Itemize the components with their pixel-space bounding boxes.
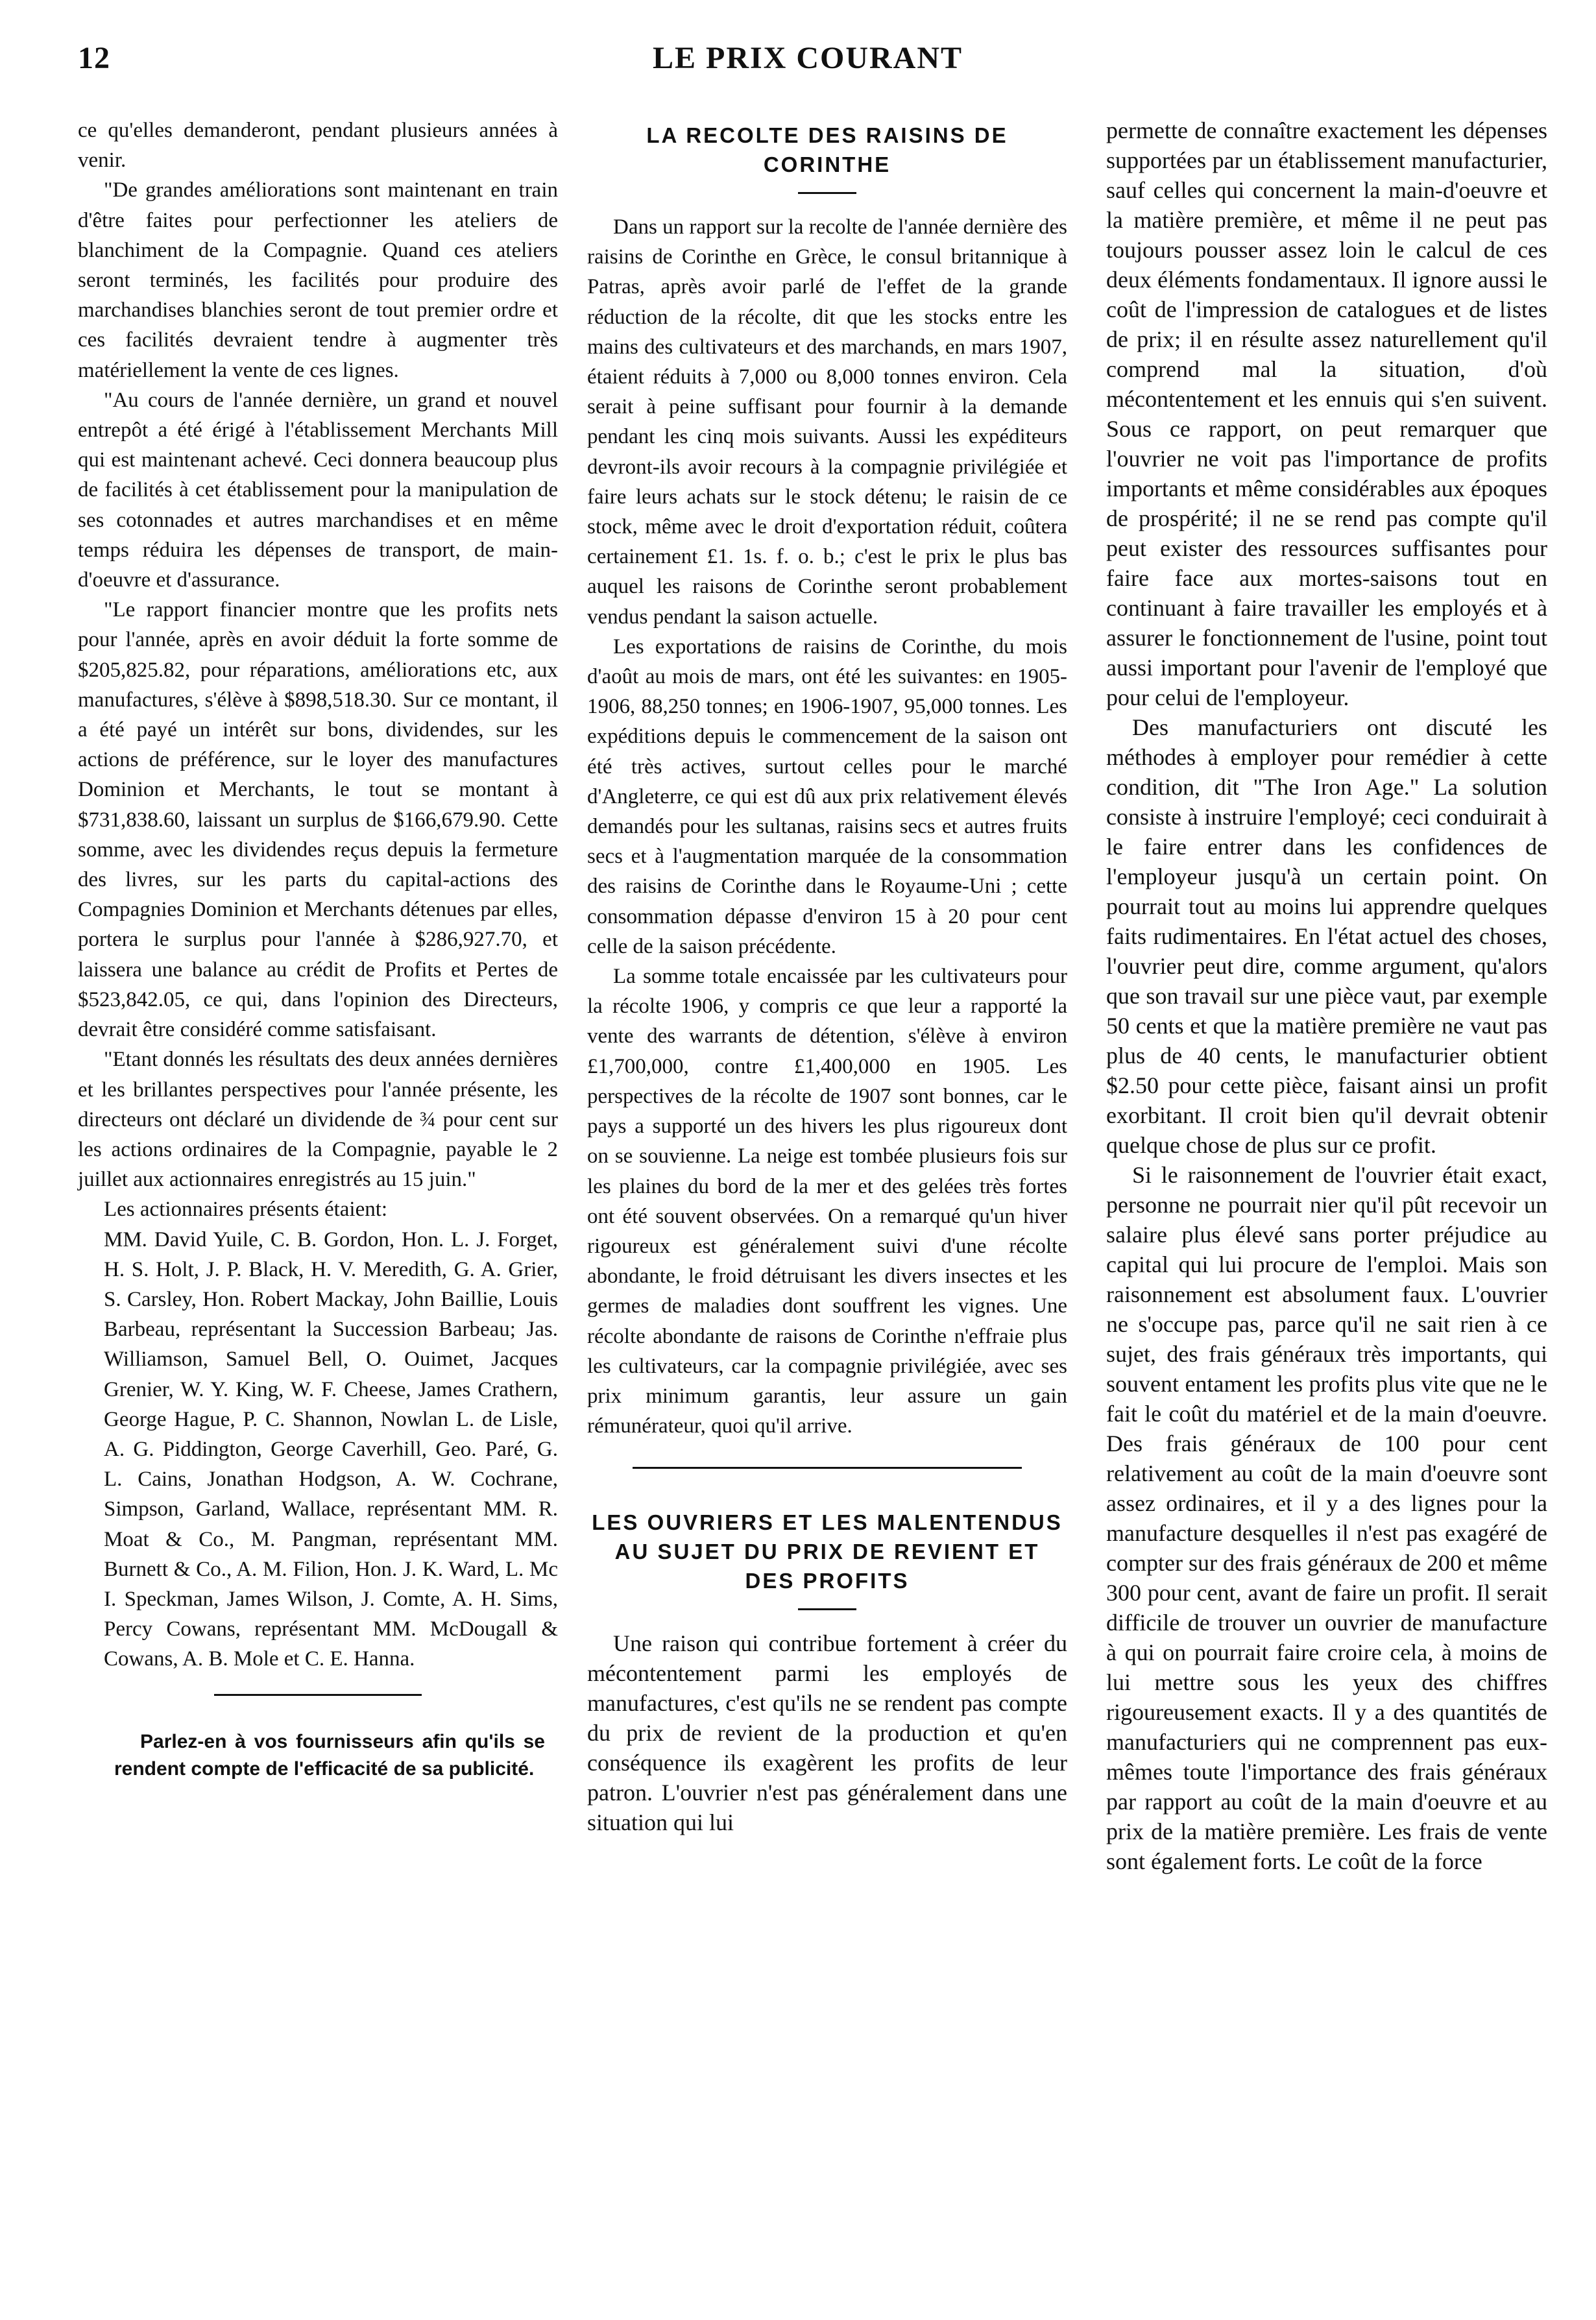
paragraph: permette de connaître exactement les dépenses supportées par un établissement manufacturier, sauf celles qui concernent la main-d'oeuvre et la matière première, et même il ne peut pas toujours pousser assez loin le calcul de ces deux éléments fondamentaux. Il ignore aussi le coût de l'impression de catalogues et de listes de prix; il en résulte assez naturellement qu'il comprend mal la situation, d'où mécontentement et les ennuis qui s'en suivent. Sous ce rapport, on peut remarquer que l'ouvrier ne voit pas l'importance de profits importants et même considérables aux époques de prospérité; il ne se rend pas compte qu'il peut exister des ressources suffisantes pour faire face aux mortes-saisons tout en continuant à faire travailler les employés et à assurer le fonctionnement de l'usine, point tout aussi important pour l'avenir de l'employé que pour celui de l'employeur. xyxy=(1106,117,1547,710)
middle-column xyxy=(587,115,1067,1837)
page-header xyxy=(78,40,1538,86)
heading-rule xyxy=(798,192,856,194)
section-divider xyxy=(214,1694,422,1696)
paragraph: "Etant donnés les résultats des deux années dernières et les brillantes perspectives pour l'année présente, les directeurs ont déclaré un dividende de ¾ pour cent sur les actions ordinaires de la Compagnie, payable le 2 juillet aux actionnaires enregistrés au 15 juin." xyxy=(78,1048,558,1192)
paragraph: Des manufacturiers ont discuté les méthodes à employer pour remédier à cette condition, dit "The Iron Age." La solution consiste à instruire l'employé; ceci conduirait à le faire entrer dans les confidences de l'employeur jusqu'à un certain point. On pourrait tout au moins lui apprendre quelques faits rudimentaires. En l'état actuel des choses, l'ouvrier peut dire, comme argument, qu'alors que son travail sur une pièce vaut, par exemple 50 cents et que la matière première ne vaut pas plus de 40 cents, le manufacturier obtient $2.50 pour cette pièce, faisant ainsi un profit exorbitant. Il croit bien qu'il devrait obtenir quelque chose de plus sur ce profit. xyxy=(1106,714,1547,1158)
heading-rule xyxy=(798,1608,856,1610)
article-heading-corinthe: LA RECOLTE DES RAISINS DE CORINTHE xyxy=(646,123,1008,176)
right-column xyxy=(1106,115,1547,1876)
left-column xyxy=(78,115,558,1783)
paragraph: "De grandes améliorations sont maintenant en train d'être faites pour perfectionner les ateliers de blanchiment de la Compagnie. Quand ces ateliers seront terminés, les facilités pour produire des marchandises blanchies seront de tout premier ordre et ces facilités devraient tendre à augmenter très matériellement la vente de ces lignes. xyxy=(78,178,558,382)
section-divider xyxy=(633,1467,1022,1469)
article-heading-ouvriers: LES OUVRIERS ET LES MALENTENDUS AU SUJET DU PRIX DE REVIENT ET DES PROFITS xyxy=(592,1510,1063,1593)
page-number: 12 xyxy=(78,41,110,75)
journal-title: LE PRIX COURANT xyxy=(652,41,963,75)
attendees-list: MM. David Yuile, C. B. Gordon, Hon. L. J. Forget, H. S. Holt, J. P. Black, H. V. Meredith, G. A. Grier, S. Carsley, Hon. Robert Mackay, John Baillie, Louis Barbeau, représentant la Succession Barbeau; Jas. Williamson, Samuel Bell, O. Ouimet, Jacques Grenier, W. Y. King, W. F. Cheese, James Crathern, George Hague, P. C. Shannon, Nowlan L. de Lisle, A. G. Piddington, George Caverhill, Geo. Paré, G. L. Cains, Jonathan Hodgson, A. W. Cochrane, Simpson, Garland, Wallace, représentant MM. R. Moat & Co., M. Pangman, représentant MM. Burnett & Co., A. M. Filion, Hon. J. K. Ward, L. Mc I. Speckman, James Wilson, J. Comte, A. H. Sims, Percy Cowans, représentant MM. McDougall & Cowans, A. B. Mole et C. E. Hanna. xyxy=(104,1227,558,1671)
paragraph: Les actionnaires présents étaient: xyxy=(104,1198,388,1222)
advertising-note: Parlez-en à vos fournisseurs afin qu'ils se rendent compte de l'efficacité de sa publicité. xyxy=(114,1730,545,1780)
paragraph: ce qu'elles demanderont, pendant plusieurs années à venir. xyxy=(78,119,558,173)
paragraph: La somme totale encaissée par les cultivateurs pour la récolte 1906, y compris ce que leur a rapporté la vente des warrants de détention, s'élève à environ £1,700,000, contre £1,400,000 en 1905. Les perspectives de la récolte de 1907 sont bonnes, car le pays a supporté un des hivers les plus rigoureux dont on se souvienne. La neige est tombée plusieurs fois sur les plaines du bord de la mer et des gelées très fortes ont été souvent observées. On a remarqué qu'un hiver rigoureux est généralement suivi d'une récolte abondante, le froid détruisant les divers insectes et les germes de maladies dont souffrent les vignes. Une récolte abondante de raisons de Corinthe n'effraie plus les cultivateurs, car la compagnie privilégiée, avec ses prix minimum garantis, leur assure un gain rémunérateur, quoi qu'il arrive. xyxy=(587,965,1067,1438)
paragraph: "Le rapport financier montre que les profits nets pour l'année, après en avoir déduit la forte somme de $205,825.82, pour réparations, améliorations etc, aux manufactures, s'élève à $898,518.30. Sur ce montant, il a été payé un intérêt sur bons, dividendes, sur les actions de préférence, sur le loyer des manufactures Dominion et Merchants, le tout se montant à $731,838.60, laissant un surplus de $166,679.90. Cette somme, avec les dividendes reçus depuis la fermeture des livres, sur les parts du capital-actions des Compagnies Dominion et Merchants détenues par elles, portera le surplus pour l'année à $286,927.70, et laissera une balance au crédit de Profits et Pertes de $523,842.05, ce qui, dans l'opinion des Directeurs, devrait être considéré comme satisfaisant. xyxy=(78,598,558,1042)
article-ouvriers-body xyxy=(587,1628,1067,1837)
paragraph: "Au cours de l'année dernière, un grand et nouvel entrepôt a été érigé à l'établissement Merchants Mill qui est maintenant achevé. Ceci donnera beaucoup plus de facilités à cet établissement pour la manipulation de ses cotonnades et autres marchandises et en même temps réduira les dépenses de transport, de main-d'oeuvre et d'assurance. xyxy=(78,388,558,592)
paragraph: Une raison qui contribue fortement à créer du mécontentement parmi les employés de manufactures, c'est qu'ils ne se rendent pas compte du prix de revient de la production et qu'en conséquence ils exagèrent les profits de leur patron. L'ouvrier n'est pas généralement dans une situation qui lui xyxy=(587,1630,1067,1836)
paragraph: Les exportations de raisins de Corinthe, du mois d'août au mois de mars, ont été les suivantes: en 1905-1906, 88,250 tonnes; en 1906-1907, 95,000 tonnes. Les expéditions depuis le commencement de la saison ont été très actives, surtout celles pour le marché d'Angleterre, ce qui est dû aux prix relativement élevés demandés pour les sultanas, raisins secs et autres fruits secs et à l'augmentation marquée de la consommation des raisins de Corinthe dans le Royaume-Uni ; cette consommation dépasse d'environ 15 à 20 pour cent celle de la saison précédente. xyxy=(587,634,1067,958)
paragraph: Si le raisonnement de l'ouvrier était exact, personne ne pourrait nier qu'il pût recevoir un salaire plus élevé sans porter préjudice au capital qui lui procure de l'emploi. Mais son raisonnement est absolument faux. L'ouvrier ne s'occupe pas, parce qu'il ne sait rien à ce sujet, des frais généraux très importants, qui souvent entament les profits plus vite que ne le fait le coût du matériel et de la main d'oeuvre. Des frais généraux de 100 pour cent relativement au coût de la main d'oeuvre sont assez ordinaires, et il y a des lignes pour la manufacture desquelles il n'est pas exagéré de compter sur des frais généraux de 200 et même 300 pour cent, avant de faire un profit. Il serait difficile de trouver un ouvrier de manufacture à qui on pourrait faire croire cela, à moins de lui mettre sous les yeux des chiffres rigoureusement exacts. Il y a des quantités de manufacturiers qui ne comprennent pas eux-mêmes toute l'importance des frais généraux par rapport au coût de la main d'oeuvre et au prix de la matière première. Les frais de vente sont également forts. Le coût de la force xyxy=(1106,1162,1547,1874)
paragraph: Dans un rapport sur la recolte de l'année dernière des raisins de Corinthe en Grèce, le consul britannique à Patras, après avoir parlé de l'effet de la grande réduction de la récolte, dit que les stocks entre les mains des cultivateurs et des marchands, en mars 1907, étaient réduits à 7,000 ou 8,000 tonnes environ. Cela serait à peine suffisant pour fournir à la demande pendant les cinq mois suivants. Aussi les expéditeurs devront-ils avoir recours à la compagnie privilégiée et faire leurs achats sur le stock détenu; le raisin de ce stock, même avec le droit d'exportation réduit, coûtera certainement £1. 1s. f. o. b.; c'est le prix le plus bas auquel les raisons de Corinthe seront probablement vendus pendant la saison actuelle. xyxy=(587,215,1067,629)
